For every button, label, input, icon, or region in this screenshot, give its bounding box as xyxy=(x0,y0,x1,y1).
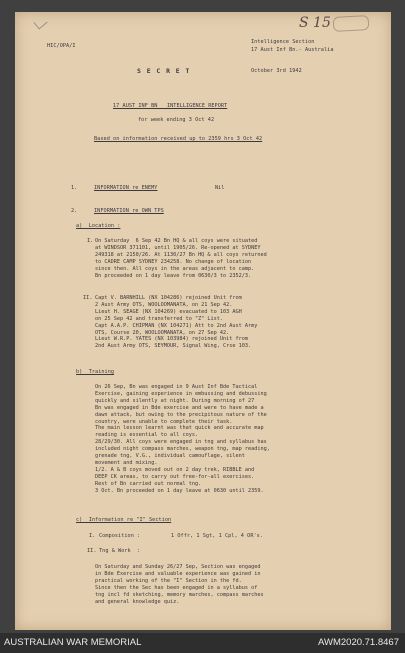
text-line: tng incl fd sketching, memory marches, compass marches xyxy=(95,591,264,598)
text-line: OTS, Course 20, WOOLOOMANATA, on 27 Sep 42. xyxy=(95,329,230,336)
text-line: since then. All coys in the areas adjacent to camp. xyxy=(95,265,255,272)
text-line: in Bde Exercise and valuable experience was gained in xyxy=(95,570,261,577)
text-line: 2 Aust Army OTS, WOOLOOMANATA, on 21 Sep 42. xyxy=(95,301,233,308)
report-basis: Based on information received up to 2359 hrs 3 Oct 42 xyxy=(94,136,263,142)
text-line: Exercise, gaining experience in embussing and debussing xyxy=(95,390,267,397)
archive-name: AUSTRALIAN WAR MEMORIAL xyxy=(4,637,142,648)
text-line: Lieut W.R.P. YATES (NX 103984) rejoined Unit from xyxy=(95,336,249,343)
text-line: movement and mixing. xyxy=(95,459,158,466)
section-1-label: INFORMATION re ENEMY xyxy=(94,185,158,191)
text-line: practical working of the "I" Section in the fd. xyxy=(95,577,242,584)
text-line: quickly and silently at night. During morning of 27 xyxy=(95,397,255,404)
text-line: On Saturday and Sunday 26/27 Sep, Section was engaged xyxy=(95,564,261,570)
composition-label: Composition : xyxy=(99,533,141,539)
text-line: Capt A.A.P. CHIPMAN (NX 104271) Att to 2nd Aust Army xyxy=(95,322,258,329)
text-line: 28/29/30. All coys were engaged in tng and syllabus has xyxy=(95,439,267,446)
training-heading: b) Training xyxy=(76,369,115,375)
section-1-value: Nil xyxy=(215,185,225,191)
org-line-2: 17 Aust Inf Bn.- Australia xyxy=(251,47,334,53)
text-line: Bn was engaged in Bde exercise and were to have made a xyxy=(95,404,264,411)
text-line: and general knowledge quiz. xyxy=(95,598,180,605)
i-section-heading: c) Information re "I" Section xyxy=(76,517,172,523)
text-line: country, were unable to complete their task. xyxy=(95,418,233,425)
text-line: dawn attack, but owing to the precipitous nature of the xyxy=(95,411,267,418)
tng-work-body xyxy=(95,564,264,605)
location-para-1 xyxy=(95,238,267,279)
text-line: On Saturday 6 Sep 42 Bn HQ & all coys were situated xyxy=(95,238,258,244)
text-line: 1/2. A & B coys moved out on 2 day trek, RIBBLE and xyxy=(95,466,255,473)
report-week: for week ending 3 Oct 42 xyxy=(138,117,215,123)
classification: S E C R E T xyxy=(137,67,191,75)
text-line: DEEP CK areas, to carry out free-for-all exercises. xyxy=(95,473,255,480)
composition-number: I. xyxy=(89,533,96,539)
section-2-label: INFORMATION re OWN TPS xyxy=(94,208,164,214)
text-line: to CADRE CAMP SYDNEY 234258. No change of location xyxy=(95,258,252,265)
report-date: October 3rd 1942 xyxy=(251,68,302,74)
text-line: Lieut H. SEAGE (NX 104269) evacuated to 103 AGH xyxy=(95,308,242,315)
section-1-number: 1. xyxy=(71,185,78,191)
text-line: 3 Oct. Bn proceeded on 1 day leave at 0630 until 2359. xyxy=(95,487,264,494)
location-para-2 xyxy=(95,295,257,350)
training-body xyxy=(95,384,270,495)
handwritten-folio: S 15 xyxy=(299,15,331,31)
tng-work-number: II. xyxy=(87,548,97,554)
text-line: reading is essential to all coys. xyxy=(95,432,199,439)
text-line: Bn proceeded on 1 day leave from 0630/3 to 2352/3. xyxy=(95,272,252,279)
text-line: included night compass marches, weapon tng, map reading, xyxy=(95,446,270,453)
archive-id: AWM2020.71.8467 xyxy=(318,637,399,648)
reference-code: HIC/OPA/I xyxy=(47,43,76,49)
location-heading: a) Location : xyxy=(76,223,121,229)
archive-footer xyxy=(0,633,405,653)
document-page xyxy=(15,12,391,630)
text-line: Since then the Sec has been engaged in a syllabus of xyxy=(95,584,258,591)
report-title: 17 AUST INF BN INTELLIGENCE REPORT xyxy=(113,103,228,109)
folio-stamp xyxy=(333,15,370,32)
composition-value: 1 Offr, 1 Sgt, 1 Cpl, 4 OR's. xyxy=(171,533,264,539)
location-para-2-number: II. xyxy=(83,295,93,301)
section-2-number: 2. xyxy=(71,208,78,214)
text-line: grenade tng, V.G., individual camouflage, silent xyxy=(95,453,245,460)
org-line-1: Intelligence Section xyxy=(251,39,315,45)
text-line: at WINDSOR 371101, until 1905/26. Re-opened at SYDNEY xyxy=(95,244,261,251)
text-line: Rest of Bn carried out normal tng. xyxy=(95,480,202,487)
text-line: on 25 Sep 42 and transferred to "Z" List. xyxy=(95,315,224,322)
text-line: Capt V. BARNHILL (NX 104286) rejoined Unit from xyxy=(95,295,242,301)
text-line: 249318 at 2150/26. At 1130/27 Bn HQ & all coys returned xyxy=(95,251,267,258)
text-line: On 26 Sep, Bn was engaged in 9 Aust Inf Bde Tactical xyxy=(95,384,258,390)
text-line: 2nd Aust Army OTS, SEYMOUR, Signal Wing, Crse 103. xyxy=(95,343,252,350)
check-mark-icon xyxy=(33,16,47,30)
tng-work-label: Tng & Work : xyxy=(99,548,141,554)
text-line: The main lesson learnt was that quick and accurate map xyxy=(95,425,264,432)
location-para-1-number: I. xyxy=(87,238,94,244)
